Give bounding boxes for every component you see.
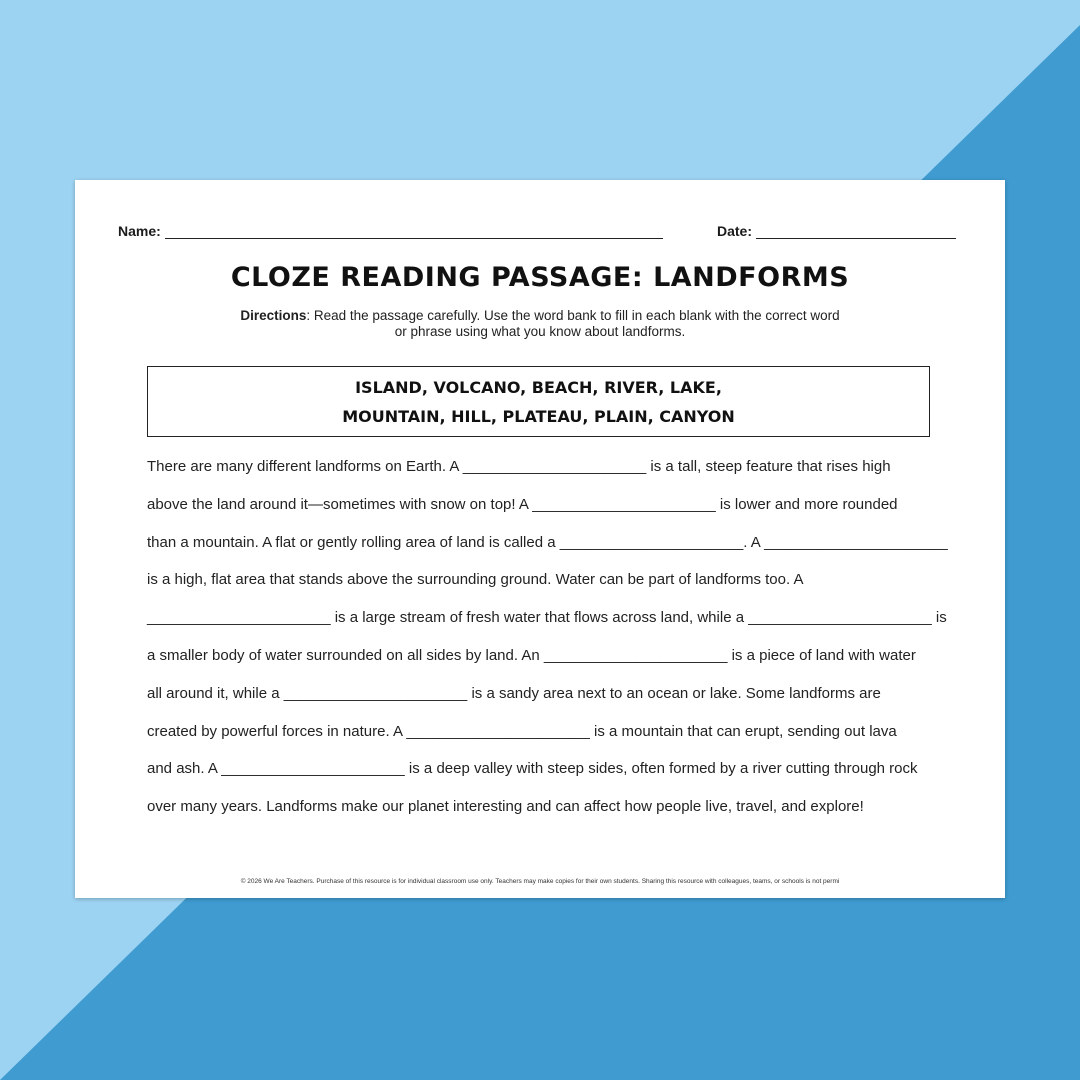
name-label: Name: [118, 223, 161, 239]
passage-line: above the land around it—sometimes with snow on top! A ______________________ is lower and more rounded [147, 495, 898, 513]
passage-line: a smaller body of water surrounded on all sides by land. An ______________________ is a piece of land with water [147, 646, 916, 664]
passage-line: is a high, flat area that stands above the surrounding ground. Water can be part of landforms too. A [147, 571, 804, 589]
passage-line: ______________________ is a large stream of fresh water that flows across land, while a ______________________ is [147, 609, 947, 627]
passage-line: created by powerful forces in nature. A ______________________ is a mountain that can erupt, sending out lava [147, 722, 897, 740]
passage-line: than a mountain. A flat or gently rolling area of land is called a ______________________. A ______________________ [147, 533, 948, 551]
copyright-footer: © 2026 We Are Teachers. Purchase of this resource is for individual classroom use only. Teachers may make copies for their own students. Sharing this resource with colleagues, teams, or schools is not permi [240, 878, 840, 885]
passage-line: There are many different landforms on Earth. A ______________________ is a tall, steep feature that rises high [147, 458, 891, 475]
word-bank-line: MOUNTAIN, HILL, PLATEAU, PLAIN, CANYON [342, 406, 735, 426]
directions [195, 308, 885, 340]
name-line [165, 224, 663, 239]
passage-line: over many years. Landforms make our planet interesting and can affect how people live, travel, and explore! [147, 798, 864, 816]
passage [147, 456, 947, 834]
date-label: Date: [717, 223, 753, 239]
directions-label: Directions [240, 308, 307, 323]
date-line [756, 224, 956, 239]
directions-text: : Read the passage carefully. Use the word bank to fill in each blank with the correct word [306, 308, 840, 323]
page-title: CLOZE READING PASSAGE: LANDFORMS [230, 262, 850, 293]
date-field [717, 223, 956, 239]
passage-line: and ash. A ______________________ is a deep valley with steep sides, often formed by a river cutting through rock [147, 760, 918, 778]
directions-text-2: or phrase using what you know about landforms. [394, 324, 686, 339]
word-bank [147, 366, 930, 437]
worksheet-page [75, 180, 1005, 898]
word-bank-line: ISLAND, VOLCANO, BEACH, RIVER, LAKE, [355, 377, 722, 397]
name-field [118, 223, 663, 239]
passage-line: all around it, while a ______________________ is a sandy area next to an ocean or lake. Some landforms are [147, 684, 881, 702]
